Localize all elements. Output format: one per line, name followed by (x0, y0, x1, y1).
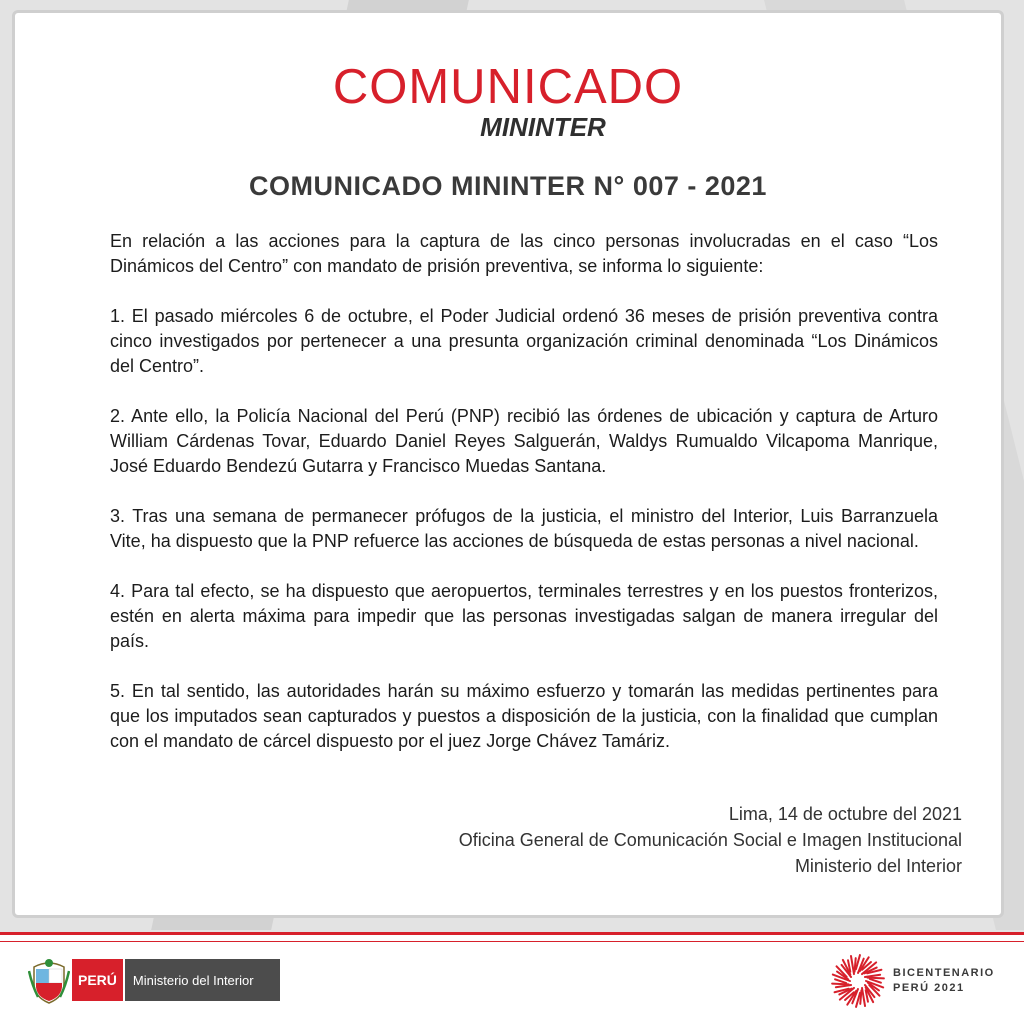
paragraph-1: 1. El pasado miércoles 6 de octubre, el Poder Judicial ordenó 36 meses de prisión preventiva contra cinco investigados por pertenecer a una presunta organización criminal denominada “Los Dinámicos del Centro”. (110, 306, 938, 376)
paragraph-5: 5. En tal sentido, las autoridades harán su máximo esfuerzo y tomarán las medidas pertinentes para que los imputados sean capturados y puestos a disposición de la justicia, con la finalidad que cumplan con el mandato de cárcel dispuesto por el juez Jorge Chávez Tamáriz. (110, 681, 938, 751)
signature-block (459, 801, 962, 879)
ministry-logo (72, 959, 280, 1001)
footer-divider (0, 941, 1024, 942)
signature-place-date: Lima, 14 de octubre del 2021 (728, 804, 962, 824)
footer-bar (0, 932, 1024, 1027)
signature-office: Oficina General de Comunicación Social e Imagen Institucional (458, 830, 962, 850)
bicentenario-line-1: BICENTENARIO (893, 967, 995, 979)
bicentenario-text (893, 966, 995, 996)
bicentenario-line-2: PERÚ 2021 (893, 982, 965, 994)
document-heading: COMUNICADO MININTER N° 007 - 2021 (249, 171, 767, 201)
intro-paragraph: En relación a las acciones para la captura de las cinco personas involucradas en el caso “Los Dinámicos del Centro” con mandato de prisión preventiva, se informa lo siguiente: (110, 231, 938, 276)
ministry-label: Ministerio del Interior (123, 959, 280, 1001)
document-body (110, 229, 938, 779)
communique-panel (12, 10, 1004, 918)
paragraph-2: 2. Ante ello, la Policía Nacional del Perú (PNP) recibió las órdenes de ubicación y captura de Arturo William Cárdenas Tovar, Eduardo Daniel Reyes Salguerán, Waldys Rumualdo Vilcapoma Manrique, José Eduardo Bendezú Gutarra y Francisco Muedas Santana. (110, 406, 938, 476)
peru-label: PERÚ (72, 959, 123, 1001)
paragraph-3: 3. Tras una semana de permanecer prófugos de la justicia, el ministro del Interior, Luis Barranzuela Vite, ha dispuesto que la PNP refuerce las acciones de búsqueda de estas personas a nivel nacional. (110, 506, 938, 551)
brand-title: COMUNICADO (332, 60, 684, 114)
coat-of-arms-icon (28, 957, 70, 1005)
paragraph-4: 4. Para tal efecto, se ha dispuesto que aeropuertos, terminales terrestres y en los puestos fronterizos, estén en alerta máxima para impedir que las personas investigadas salgan de manera irregular del país. (110, 581, 938, 651)
brand-subtitle: MININTER (480, 112, 606, 142)
bicentenario-logo-icon (830, 953, 886, 1009)
signature-ministry: Ministerio del Interior (794, 856, 962, 876)
